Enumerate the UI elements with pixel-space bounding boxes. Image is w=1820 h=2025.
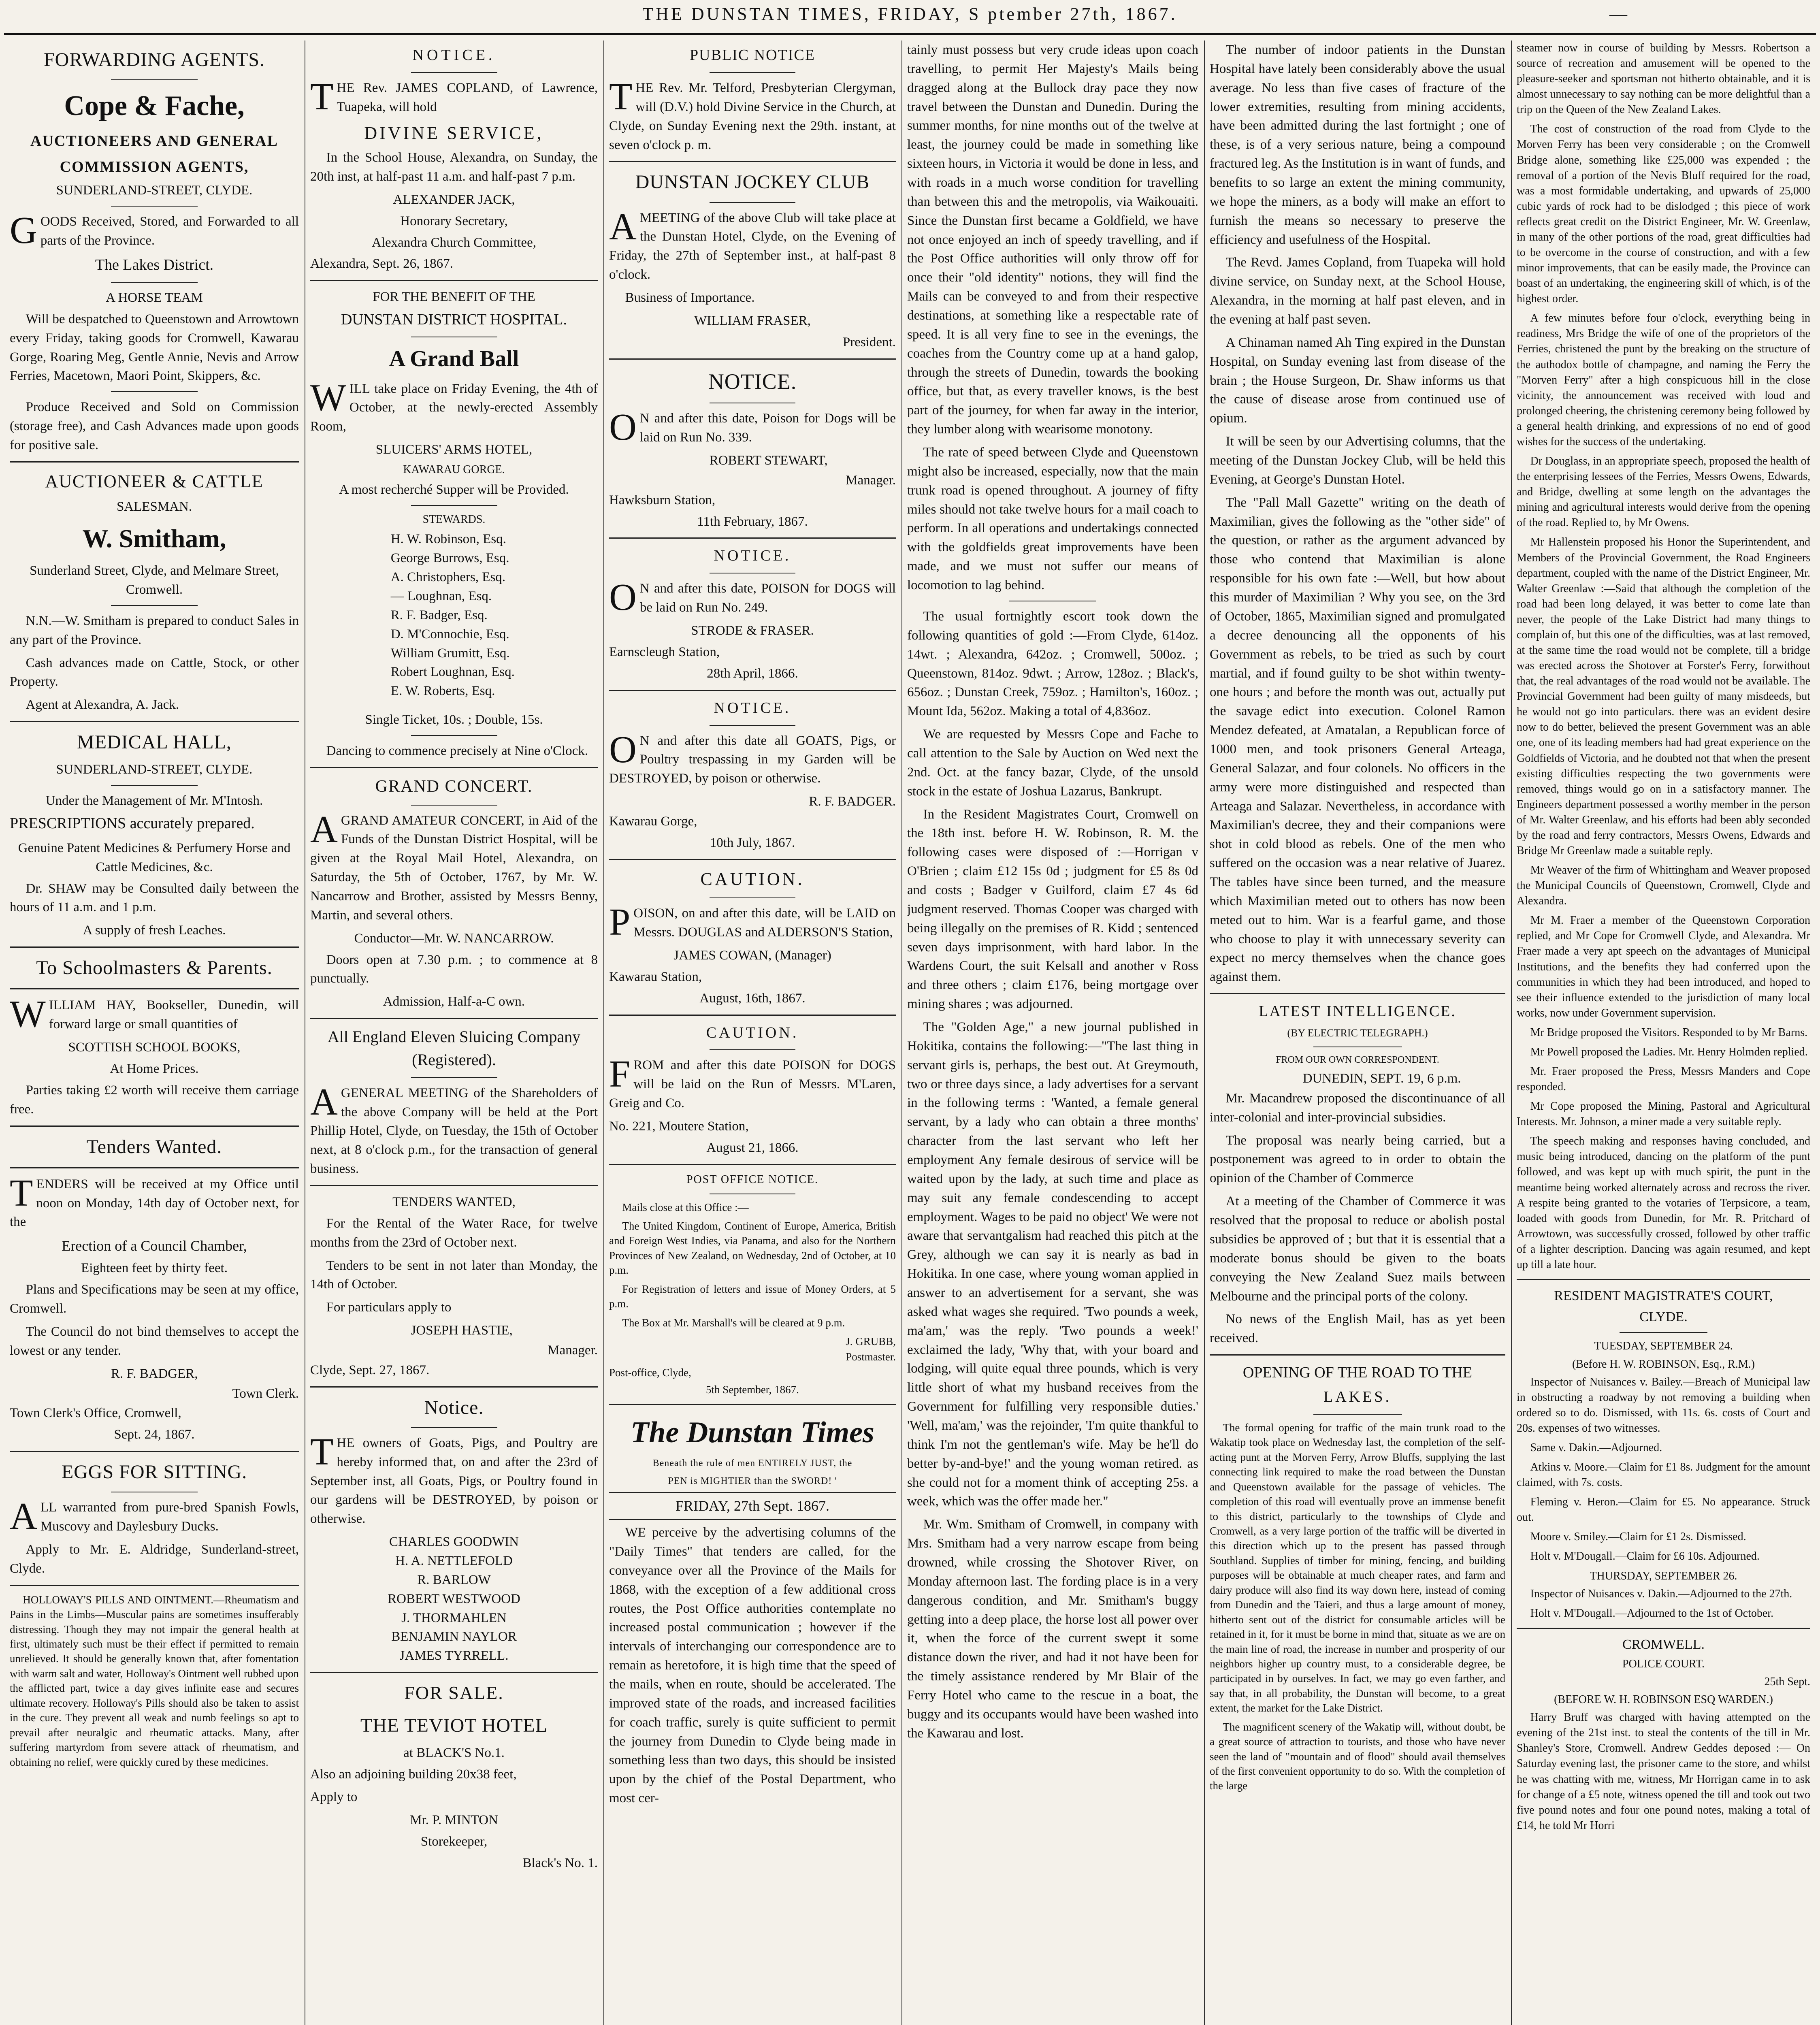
editorial-text: WE perceive by the advertising columns of the "Daily Times" that tenders are called, for the conveyance over all the Province of the Mails for 1868, with the exception of a few additional cross routes, the Post Office authorities contemplate no increased postal communication ; however if the intervals of interchanging our correspondence are to remain as heretofore, it is high time that the speed of the mails, when en route, should be accelerated. The improved state of the roads, and increased facilities for coach traffic, surely is quite sufficient to permit the journey from Dunedin to Clyde being made in something less than two days, this should be insisted upon by the chief of the Postal Department, who most cer- <box>609 1525 896 1806</box>
divider <box>1620 1332 1708 1333</box>
article-paragraph: In the Resident Magistrates Court, Cromwell on the 18th inst. before H. W. Robinson, R. M. the following cases were disposed of :—Horrigan v O'Brien ; claim £12 15s 0d ; judgment for £5 8s 0d and costs ; Badger v Guilford, claim £7 4s 6d judgment reserved. Thomas Cooper was charged with being illegally on the premises of R. Kidd ; sentenced seven days imprisonment, with hard labor. In the Wardens Court, the suit Kelsall and another v Ross and three others ; claim £176, being mortgage over mining shares ; was adjourned. <box>907 807 1198 1012</box>
divine-service-line: DIVINE SERVICE, <box>364 123 544 143</box>
article-paragraph: Mr. Fraer proposed the Press, Messrs Manders and Cope responded. <box>1517 1065 1810 1094</box>
kawarau-station-line: Kawarau Station, <box>609 969 702 984</box>
divider <box>111 206 198 207</box>
article-paragraph: The "Golden Age," a new journal published in Hokitika, contains the following:—"The last thing in servant girls is, perhaps, the best out. At Greymouth, two or three days since, a lady advertises for a servant in the following terms : 'Wanted, a female general servant, by a lady who can obtain a three months' character from the last servant who left her employment Any female desirous of service will be waited upon by the lady, at such time and place as may suit any female condescending to accept employment. Wages to be paid no object' We were not aware that servantgalism had reached this pitch at the Grey, although we can say it is nearly as bad in Hokitika. In one case, where young woman applied in answer to an advertisement for a servant, she was asked what wages she required. 'Two pounds a week, ma'am,' was the reply. 'Two pounds a week!' exclaimed the lady, 'Why that, with your board and lodging, will quite equal three pounds, which is very little short of what my husband receives from the Government for fulfilling very responsible duties.' 'Well, ma'am,' was the rejoinder, 'I'm quite thankful to think I'm not the gentleman's wife. May be he'll do better by-and-bye!' and the young woman retired. as she could not for a moment think of accepting 25s. a week, which was the offer made her." <box>907 1019 1198 1509</box>
mails-close-line: Mails close at this Office :— <box>622 1201 749 1213</box>
horse-team-heading: A HORSE TEAM <box>106 290 203 305</box>
divider <box>411 1077 497 1078</box>
goats-signatory: R. BARLOW <box>417 1572 491 1587</box>
article-paragraph: The Revd. James Copland, from Tuapeka will hold divine service, on Sunday next, at the School House, Alexandra, in the morning at half past eleven, and in the evening at half past seven. <box>1210 255 1505 327</box>
lakes-district-heading: The Lakes District. <box>95 256 214 274</box>
tenders-date: Clyde, Sept. 27, 1867. <box>310 1362 430 1377</box>
tenders-wanted-heading-2: TENDERS WANTED, <box>392 1194 516 1209</box>
article-paragraph: A Chinaman named Ah Ting expired in the Dunstan Hospital, on Sunday evening last from disease of the brain ; the House Surgeon, Dr. Shaw informs us that the cause of disease arose from continued use of opium. <box>1210 335 1505 426</box>
blacks-line: at BLACK'S No.1. <box>403 1745 505 1760</box>
church-committee: Alexandra Church Committee, <box>372 235 536 250</box>
goats-signatory: H. A. NETTLEFOLD <box>395 1554 513 1569</box>
newspaper-motto-1: Beneath the rule of men ENTIRELY JUST, the <box>652 1458 852 1469</box>
goats-notice-heading: Notice. <box>424 1396 484 1418</box>
divider <box>609 859 896 860</box>
steward-name: H. W. Robinson, Esq. <box>390 532 506 547</box>
electric-telegraph-line: (BY ELECTRIC TELEGRAPH.) <box>1287 1027 1428 1039</box>
alexander-jack-signature: ALEXANDER JACK, <box>393 192 515 207</box>
divider <box>411 72 497 73</box>
police-court-before: (BEFORE W. H. ROBINSON ESQ WARDEN.) <box>1554 1693 1773 1706</box>
article-paragraph: At a meeting of the Chamber of Commerce it was resolved that the proposal to reduce or abolish postal subsidies be approved of ; but that it is essential that a moderate bonus should be given to the boats conveying the New Zealand Suez mails between Melbourne and the principal ports of the colony. <box>1210 1194 1505 1304</box>
caution-2-date: August 21, 1866. <box>706 1140 799 1155</box>
jockey-club-text: AMEETING of the above Club will take place at the Dunstan Hotel, Clyde, on the Evening of Friday, the 27th of September inst., at half-past 8 o'clock. <box>609 205 896 282</box>
earnscleugh-line: Earnscleugh Station, <box>609 644 720 659</box>
notice-heading: NOTICE. <box>412 47 496 64</box>
steward-name: William Grumitt, Esq. <box>390 646 510 661</box>
eggs-heading: EGGS FOR SITTING. <box>61 1461 247 1483</box>
goats-signatory: ROBERT WESTWOOD <box>388 1591 520 1606</box>
steward-name: R. F. Badger, Esq. <box>390 608 488 622</box>
admission-line: Admission, Half-a-C own. <box>383 994 525 1009</box>
article-paragraph: Mr Weaver of the firm of Whittingham and Weaver proposed the Municipal Councils of Queenstown, Cromwell, Clyde and Alexandra. <box>1517 864 1810 908</box>
grubb-signature: J. GRUBB, <box>846 1335 896 1348</box>
court-case: Moore v. Smiley.—Claim for £1 2s. Dismissed. <box>1530 1530 1746 1543</box>
road-opening-heading-2: LAKES. <box>1323 1388 1392 1406</box>
sluicers-arms-line: SLUICERS' ARMS HOTEL, <box>375 442 533 457</box>
steward-name: — Loughnan, Esq. <box>390 589 492 603</box>
divider <box>609 1164 896 1165</box>
divider <box>111 79 198 80</box>
article-paragraph: Mr. Macandrew proposed the discontinuance of all inter-colonial and inter-provincial subsidies. <box>1210 1091 1505 1125</box>
registration-text: For Registration of letters and issue of Money Orders, at 5 p.m. <box>609 1283 896 1310</box>
court-case: Inspector of Nuisances v. Dakin.—Adjourned to the 27th. <box>1530 1587 1792 1600</box>
adjoining-building-line: Also an adjoining building 20x38 feet, <box>310 1767 517 1782</box>
notice-b-text: ON and after this date, POISON for DOGS will be laid on Run No. 249. <box>609 576 896 619</box>
caution-2-text: FROM and after this date POISON for DOGS will be laid on the Run of Messrs. M'Laren, Greig and Co. <box>609 1053 896 1111</box>
divider <box>609 1015 896 1016</box>
divider <box>10 946 299 948</box>
medical-hall-management: Under the Management of Mr. M'Intosh. <box>45 793 263 808</box>
notice-b-heading: NOTICE. <box>714 547 791 565</box>
copland-notice-text: THE Rev. JAMES COPLAND, of Lawrence, Tuapeka, will hold <box>310 75 598 118</box>
steward-name: E. W. Roberts, Esq. <box>390 684 495 699</box>
leeches-line: A supply of fresh Leaches. <box>83 923 226 938</box>
storekeeper-line: Storekeeper, <box>420 1834 488 1849</box>
water-race-text: For the Rental of the Water Race, for twelve months from the 23rd of October next. <box>310 1216 598 1250</box>
patent-medicines-line: Genuine Patent Medicines & Perfumery Horse and Cattle Medicines, &c. <box>18 840 291 874</box>
divider <box>10 1125 299 1127</box>
article-paragraph: Mr M. Fraer a member of the Queenstown Corporation replied, and Mr Cope for Cromwell Clyde, and Alexandra. Mr Fraer made a very apt speech on the advantages of Municipal Institutions, and the benefits they had conferred upon the communities in which they had been introduced, and hoped to see their influence extended to the jurisdiction of many local works, now under Government supervision. <box>1517 914 1810 1019</box>
kawarau-line: Kawarau Gorge, <box>609 814 697 829</box>
notice-b-date: 28th April, 1866. <box>707 666 798 681</box>
dr-shaw-line: Dr. SHAW may be Consulted daily between the hours of 11 a.m. and 1 p.m. <box>10 881 299 915</box>
notice-c-text: ON and after this date all GOATS, Pigs, or Poultry trespassing in my Garden will be DESTROYED, by poison or otherwise. <box>609 728 896 786</box>
divider <box>10 988 299 989</box>
goats-signatory: J. THORMAHLEN <box>401 1610 507 1625</box>
notice-c-heading: NOTICE. <box>714 699 791 716</box>
tenders-wanted-heading: Tenders Wanted. <box>86 1136 222 1157</box>
smitham-cash: Cash advances made on Cattle, Stock, or other Property. <box>10 655 299 689</box>
auctioneer-heading: AUCTIONEER & CATTLE <box>45 471 264 491</box>
article-paragraph: Dr Douglass, in an appropriate speech, proposed the health of the enterprising lessees of the Ferries, Messrs Owens, Edwards, and Bridge, dwelling at some length on the advantages the mining and agricultural interests would derive from the opening of the road. Replied to, by Mr Owens. <box>1517 455 1810 529</box>
cope-fache-title: Cope & Fache, <box>64 90 245 122</box>
court-date: TUESDAY, SEPTEMBER 24. <box>1594 1340 1733 1353</box>
article-paragraph: steamer now in course of building by Messrs. Robertson a source of recreation and amusement will be opened to the pleasure-seeker and sportsman not hitherto obtainable, and it is almost unnecessary to say nothing can be more delightful than a trip on the Queen of the New Zealand Lakes. <box>1517 42 1810 116</box>
article-paragraph: It will be seen by our Advertising columns, that the meeting of the Dunstan Jockey Club, will be held this Evening, at George's Dunstan Hotel. <box>1210 434 1505 487</box>
goats-signatory: JAMES TYRRELL. <box>399 1648 509 1663</box>
newspaper-motto-2: PEN is MIGHTIER than the SWORD! ' <box>668 1475 837 1486</box>
fraser-signature: WILLIAM FRASER, <box>694 313 811 328</box>
cope-fache-sub2: COMMISSION AGENTS, <box>60 158 249 175</box>
notice-a-date: 11th February, 1867. <box>697 514 808 529</box>
divine-service-time: In the School House, Alexandra, on Sunday, the 20th inst, at half-past 11 a.m. and half-past 7 p.m. <box>310 150 598 184</box>
divider <box>1313 1414 1402 1415</box>
column-5 <box>1204 40 1511 2025</box>
minton-signature: Mr. P. MINTON <box>410 1813 498 1828</box>
masthead-title: THE DUNSTAN TIMES, FRIDAY, S ptember 27th, 1867. <box>642 4 1178 24</box>
jockey-club-heading: DUNSTAN JOCKEY CLUB <box>635 171 870 193</box>
caution-heading: CAUTION. <box>700 869 805 889</box>
top-rule <box>4 33 1816 35</box>
divider <box>10 1451 299 1452</box>
steward-name: A. Christophers, Esq. <box>390 570 506 585</box>
strode-fraser-signature: STRODE & FRASER. <box>691 623 814 638</box>
post-office-date: 5th September, 1867. <box>706 1383 799 1396</box>
divider <box>10 1585 299 1586</box>
article-paragraph: Mr Cope proposed the Mining, Pastoral and Agricultural Interests. Mr. Johnson, a miner made a very suitable reply. <box>1517 1100 1810 1128</box>
divider <box>1517 1279 1810 1280</box>
notice-c-date: 10th July, 1867. <box>710 835 795 850</box>
plans-line: Plans and Specifications may be seen at my office, Cromwell. <box>10 1282 299 1316</box>
business-line: Business of Importance. <box>625 290 755 305</box>
notice-date: Alexandra, Sept. 26, 1867. <box>310 256 453 271</box>
apply-to-line: Apply to <box>310 1790 358 1805</box>
tenders-sent-line: Tenders to be sent in not later than Monday, the 14th of October. <box>310 1258 598 1292</box>
produce-text: Produce Received and Sold on Commission (storage free), and Cash Advances made upon goods for positive sale. <box>10 400 299 452</box>
stewards-heading: STEWARDS. <box>422 513 486 526</box>
council-bind-line: The Council do not bind themselves to accept the lowest or any tender. <box>10 1324 299 1358</box>
divider <box>710 202 795 203</box>
court-case: Atkins v. Moore.—Claim for £1 8s. Judgment for the amount claimed, with 7s. costs. <box>1517 1461 1810 1489</box>
town-clerk-office: Town Clerk's Office, Cromwell, <box>10 1406 181 1421</box>
forwarding-agents-heading: FORWARDING AGENTS. <box>43 49 265 70</box>
smitham-address: Sunderland Street, Clyde, and Melmare Street, Cromwell. <box>30 563 279 597</box>
divider <box>10 721 299 722</box>
rm-court-heading: RESIDENT MAGISTRATE'S COURT, <box>1554 1288 1773 1304</box>
article-paragraph: The magnificent scenery of the Wakatip will, without doubt, be a great source of attraction to tourists, and those who have never seen the land of "mountain and of flood" should avail themselves of the first convenient opportunity to do so. With the completion of the large <box>1210 1720 1505 1792</box>
benefit-line: FOR THE BENEFIT OF THE <box>373 290 535 305</box>
ticket-prices: Single Ticket, 10s. ; Double, 15s. <box>365 712 543 727</box>
police-court-heading: POLICE COURT. <box>1622 1657 1705 1670</box>
divider <box>310 280 598 281</box>
grand-concert-heading: GRAND CONCERT. <box>375 777 533 796</box>
post-office-heading: POST OFFICE NOTICE. <box>686 1173 819 1186</box>
moutere-line: No. 221, Moutere Station, <box>609 1119 749 1134</box>
correspondent-line: FROM OUR OWN CORRESPONDENT. <box>1276 1054 1439 1065</box>
post-office-place: Post-office, Clyde, <box>609 1366 691 1379</box>
article-paragraph: Mr Bridge proposed the Visitors. Responded to by Mr Barns. <box>1530 1026 1808 1039</box>
all-england-text: AGENERAL MEETING of the Shareholders of the above Company will be held at the Port Phillip Hotel, Clyde, on Tuesday, the 15th of October next, at 8 o'clock p.m., for the transaction of general business. <box>310 1081 598 1177</box>
goats-signatory: CHARLES GOODWIN <box>389 1535 519 1550</box>
article-paragraph: The "Pall Mall Gazette" writing on the death of Maximilian, gives the following as the "other side" of the question, or rather as the argument advanced by those who contend that Maximilian is alone responsible for his own fate :—Well, but how about this murder of Maximilian ? Why you see, on the 3rd of October, 1865, Maximilian signed and promulgated a decree denouncing all the opponents of his Government as rebels, to be tried as such by court martial, and if found guilty to be shot within twenty-one hours ; and before the month was out, actually put the savage edict into execution. Colonel Ramon Mendez defeated, at Amatalan, a Republican force of 1000 men, and took prisoners General Arteaga, General Salazar, and four colonels. No officers in the army were more distinguished and respected than Arteaga and Salazar. Nevertheless, in accordance with Maximilian's decree, they and their companions were shot in cold blood as rebels. One of the men who suffered on the occasion was a near relative of Juarez. The tables have since been turned, and the measure which Maximilian meted out to others has now been meted out to him. War is a fearful game, and those who choose to play it with unnecessary severity can expect no mercy themselves when the chance goes against them. <box>1210 495 1505 985</box>
smitham-name: W. Smitham, <box>82 524 226 553</box>
divider <box>609 690 896 691</box>
carriage-free-line: Parties taking £2 worth will receive them carriage free. <box>10 1083 299 1117</box>
divider <box>411 505 497 506</box>
council-chamber-size: Eighteen feet by thirty feet. <box>81 1261 228 1276</box>
divider <box>411 805 497 806</box>
column-4 <box>901 40 1204 2025</box>
notice-a-heading: NOTICE. <box>708 369 797 394</box>
editorial-date: FRIDAY, 27th Sept. 1867. <box>609 1492 896 1520</box>
all-england-heading: All England Eleven Sluicing Company (Registered). <box>327 1027 581 1069</box>
grand-concert-text: AGRAND AMATEUR CONCERT, in Aid of the Funds of the Dunstan District Hospital, will be given at the Royal Mail Hotel, Alexandra, on Saturday, the 5th of October, 1767, by Mr. W. Nancarrow and Brother, assisted by Messrs Benny, Martin, and several others. <box>310 808 598 923</box>
divider <box>111 391 198 392</box>
auctioneer-sub: SALESMAN. <box>116 499 192 514</box>
medical-hall-address: SUNDERLAND-STREET, CLYDE. <box>56 762 253 777</box>
goats-signatory: BENJAMIN NAYLOR <box>391 1629 517 1644</box>
grand-ball-text: WILL take place on Friday Evening, the 4th of October, at the newly-erected Assembly Room, <box>310 376 598 434</box>
article-paragraph: The proposal was nearly being carried, but a postponement was agreed to in order to obtain the opinion of the Chamber of Commerce <box>1210 1133 1505 1186</box>
telford-notice-text: THE Rev. Mr. Telford, Presbyterian Clergyman, will (D.V.) hold Divine Service in the Church, at Clyde, on Sunday Evening next the 29th. instant, at seven o'clock p. m. <box>609 75 896 152</box>
conductor-line: Conductor—Mr. W. NANCARROW. <box>354 931 554 946</box>
divider <box>710 725 795 726</box>
steward-name: George Burrows, Esq. <box>390 551 509 566</box>
article-paragraph: The rate of speed between Clyde and Queenstown might also be increased, especially, now that the main trunk road is opened throughout. A journey of fifty miles should not take twelve hours for a mail coach to perform. In all operations and undertakings connected with the goldfields great improvements have been made, and we must not suffer our means of locomotion to lag behind. <box>907 445 1198 593</box>
divider <box>310 1672 598 1673</box>
council-chamber-line: Erection of a Council Chamber, <box>62 1238 247 1254</box>
manager-line: Manager. <box>548 1343 598 1358</box>
column-1 <box>4 40 305 2025</box>
article-paragraph: Mr. Wm. Smitham of Cromwell, in company with Mrs. Smitham had a very narrow escape from being drowned, while crossing the Shotover River, on Monday afternoon last. The fording place is in a very dangerous condition, and Mr. Smitham's buggy getting into a deep place, the horse lost all power over it, when the force of the current swept it some distance down the river, and had it not have been for the timely assistance rendered by Mr Blair of the Ferry Hotel who came to the rescue in a boat, the buggy and its occupants would have been washed into the Kawarau and lost. <box>907 1517 1198 1741</box>
caution-date: August, 16th, 1867. <box>699 991 806 1006</box>
article-paragraph: The number of indoor patients in the Dunstan Hospital have lately been considerably above the usual average. No less than five cases of fracture of the lower extremities, resulting from mining accidents, have been admitted during the last fortnight ; one of these, is of a very serious nature, being a compound fractured leg. As the Institution is in want of funds, and benefits to so large an extent the mining community, we hope the miners, as a body will make an effort to furnish the means so necessary to preserve the efficiency and usefulness of the Hospital. <box>1210 43 1505 247</box>
manager-line: Manager. <box>846 473 896 488</box>
mails-text: The United Kingdom, Continent of Europe, America, British and Foreign West Indies, via Panama, and also for the Northern Provinces of New Zealand, on Wednesday, 2nd of October, at 10 p.m. <box>609 1219 896 1277</box>
prescriptions-line: PRESCRIPTIONS accurately prepared. <box>10 814 255 832</box>
article-paragraph: No news of the English Mail, has as yet been received. <box>1210 1312 1505 1346</box>
rm-court-heading-2: CLYDE. <box>1639 1309 1688 1325</box>
article-paragraph: A few minutes before four o'clock, everything being in readiness, Mrs Bridge the wife of one of the proprietors of the Ferries, christened the punt by the breaking on the structure of the authodox bottle of champagne, and naming the Ferry the "Morven Ferry" after a high conspicuous hill in the close vicinity, the announcement was received with loud and prolonged cheering, the christening ceremony being followed by a general health drinking, and expressions of no end of good wishes for the success of the undertaking. <box>1517 312 1810 448</box>
newspaper-title: The Dunstan Times <box>631 1415 874 1449</box>
caution-2-heading: CAUTION. <box>706 1024 799 1041</box>
stewart-signature: ROBERT STEWART, <box>709 453 828 468</box>
divider <box>111 785 198 786</box>
column-6 <box>1511 40 1816 2025</box>
cope-fache-address: SUNDERLAND-STREET, CLYDE. <box>56 183 253 198</box>
goats-notice-text: THE owners of Goats, Pigs, and Poultry are hereby informed that, on and after the 23rd of September inst, all Goats, Pigs, or Poultry found in our gardens will be DESTROYED, by poison or otherwise. <box>310 1430 598 1526</box>
horse-team-text: Will be despatched to Queenstown and Arrowtown every Friday, taking goods for Cromwell, Kawarau Gorge, Roaring Meg, Gentle Annie, Nevis and Arrow Ferries, Macetown, Maori Point, Skippers, &c. <box>10 311 299 384</box>
cromwell-heading: CROMWELL. <box>1622 1637 1705 1652</box>
divider <box>609 161 896 162</box>
divider <box>609 1404 896 1405</box>
hastie-signature: JOSEPH HASTIE, <box>411 1323 513 1338</box>
divider <box>310 1386 598 1388</box>
court-case: Fleming v. Heron.—Claim for £5. No appearance. Struck out. <box>1517 1496 1810 1524</box>
divider <box>310 1018 598 1019</box>
divider <box>1210 1354 1505 1356</box>
hawksburn-line: Hawksburn Station, <box>609 492 716 507</box>
article-paragraph: The speech making and responses having concluded, and music being introduced, dancing on the platform of the punt followed, and was kept up with much spirit, the punt in the meantime being worked alternately across and recross the river. A respite being granted to the votaries of Terpsicore, a team, loaded with goods from Dunedin, for Mr. R. Pritchard of Arrowtown, was successfully crossed, followed by other traffic of a lighter description. Dancing was again resumed, and kept up till a late hour. <box>1517 1135 1810 1271</box>
smitham-note: N.N.—W. Smitham is prepared to conduct Sales in any part of the Province. <box>10 613 299 647</box>
latest-intelligence-heading: LATEST INTELLIGENCE. <box>1259 1003 1456 1020</box>
schoolmasters-heading: To Schoolmasters & Parents. <box>36 957 273 979</box>
article-paragraph: Mr Powell proposed the Ladies. Mr. Henry Holmden replied. <box>1530 1045 1808 1058</box>
teviot-hotel-line: THE TEVIOT HOTEL <box>360 1714 548 1736</box>
divider <box>111 282 198 283</box>
particulars-line: For particulars apply to <box>326 1300 452 1315</box>
medical-hall-heading: MEDICAL HALL, <box>77 731 232 753</box>
home-prices-line: At Home Prices. <box>110 1061 199 1076</box>
police-court-date: 25th Sept. <box>1764 1675 1810 1688</box>
divider <box>710 1049 795 1050</box>
court-case: Holt v. M'Dougall.—Claim for £6 10s. Adjourned. <box>1530 1550 1760 1563</box>
box-text: The Box at Mr. Marshall's will be cleared at 9 p.m. <box>622 1316 845 1329</box>
badger-signature-2: R. F. BADGER. <box>809 794 896 809</box>
steward-name: D. M'Connochie, Esq. <box>390 627 509 642</box>
dancing-line: Dancing to commence precisely at Nine o'Clock. <box>326 744 588 759</box>
eggs-text: ALL warranted from pure-bred Spanish Fowls, Muscovy and Daylesbury Ducks. <box>10 1495 299 1538</box>
article-paragraph: Mr Hallenstein proposed his Honor the Superintendent, and Members of the Provincial Government, the Road Engineers department, coupled with the name of the District Engineer, Mr. Walter Greenlaw :—Said that although the completion of the road had been long delayed, it was better to come late than never, the people of the Lake District had many things to complain of, but this one of the difficulties, was at last removed, at the same time the road would not be complete, till a bridge was erected across the Shotover at Forster's Ferry, forwithout that, the real advantages of the road would not be available. The Provincial Government had been guilty of many misdeeds, but he would not go into particulars. there was an evident desire now to do better, believed the present Government was an able one, one of its leading members had had great experience on the Goldfields of Victoria, and he doubted not that when the present existing difficulties respecting the two governments were removed, things would go on in a satisfactory manner. The Engineers department possessed a worthy member in the person of Mr. Walter Greenlaw, and his efforts had been ably seconded by the road and ferry contractors, Messrs Owens, Edwards and Bridge Mr Greenlaw made a suitable reply. <box>1517 536 1810 857</box>
hospital-line: DUNSTAN DISTRICT HOSPITAL. <box>341 311 567 328</box>
for-sale-heading: FOR SALE. <box>404 1682 504 1703</box>
supper-line: A most recherché Supper will be Provided. <box>339 482 569 497</box>
article-paragraph: The usual fortnightly escort took down the following quantities of gold :—From Clyde, 614oz. 14wt. ; Alexandra, 642oz. ; Cromwell, 500oz. ; Queenstown, 814oz. 9dwt. ; Arrow, 128oz. ; Black's, 656oz. ; Dunstan Creek, 759oz. ; Hamilton's, 160oz. ; Mount Ida, 562oz. Making a total of 4,836oz. <box>907 609 1198 719</box>
masthead <box>0 0 1820 28</box>
court-date: THURSDAY, SEPTEMBER 26. <box>1590 1569 1737 1582</box>
public-notice-heading: PUBLIC NOTICE <box>690 47 815 64</box>
court-case: Inspector of Nuisances v. Bailey.—Breach of Municipal law in obstructing a roadway by not removing a building when ordered so to do. Dismissed, with 11s. 6s. costs of Court and 20s. expenses of two witnesses. <box>1517 1375 1810 1435</box>
steward-name: Robert Loughnan, Esq. <box>390 665 515 680</box>
postmaster-line: Postmaster. <box>846 1351 896 1363</box>
divider <box>411 1427 497 1428</box>
court-case: Same v. Dakin.—Adjourned. <box>1530 1441 1662 1454</box>
william-hay-text: WILLIAM HAY, Bookseller, Dunedin, will forward large or small quantities of <box>10 993 299 1036</box>
article-paragraph: tainly must possess but very crude ideas upon coach travelling, to permit Her Majesty's Mails being dragged along at the Bullock dray pace they now travel between the Dunstan and Dunedin. During the summer months, for nine months out of the twelve at least, the journey could be made in something like sixteen hours, in Victoria it would be done in less, and with roads in a much worse condition for travelling than between this and the metropolis, via Waikouaiti. Since the Dunstan first became a Goldfield, we have not once enjoyed an inch of speedy travelling, and if the Post Office authorities will only throw off for once their "old identity" notions, they will find the Mails can be conveyed to and from their respective destinations, at something like a respectable rate of speed. It is all very fine to see in the evenings, the coaches from the Country come up at a hand galop, through the streets of Dunedin, towards the booking office, but that, as every traveller knows, is the best part of the journey, for when far away in the interior, they lumber along with wearisome monotony. <box>907 43 1198 437</box>
dunedin-dateline: DUNEDIN, SEPT. 19, 6 p.m. <box>1302 1071 1461 1086</box>
kawarau-gorge-line: KAWARAU GORGE. <box>403 463 505 476</box>
column-2 <box>305 40 603 2025</box>
divider <box>710 72 795 73</box>
cope-fache-sub1: AUCTIONEERS AND GENERAL <box>30 132 278 149</box>
holloway-advert: HOLLOWAY'S PILLS AND OINTMENT.—Rheumatism and Pains in the Limbs—Muscular pains are sometimes insufferably distressing. Though they may not impair the general health at first, ultimately such must be their effect if permitted to remain unrelieved. It should be generally known that, after fomentation with warm salt and water, Holloway's Ointment well rubbed upon the afflicted part, twice a day gives infinite ease and secures ultimate recovery. Holloway's Pills should also be taken to assist in the cure. They prevent all weak and numb feelings so apt to prevail after neuralgic and rheumatic attacks. Many, after suffering martyrdom from severe attack of rheumatism, and obtaining no relief, were quickly cured by these medicines. <box>10 1593 299 1768</box>
court-case: Holt v. M'Dougall.—Adjourned to the 1st of October. <box>1530 1607 1774 1620</box>
article-paragraph: We are requested by Messrs Cope and Fache to call attention to the Sale by Auction on Wed next the 2nd. Oct. at the fancy bazar, Clyde, of the unsold stock in the estate of Joshua Lazarus, Bankrupt. <box>907 727 1198 799</box>
goods-received-text: GOODS Received, Stored, and Forwarded to all parts of the Province. <box>10 209 299 252</box>
town-clerk-date: Sept. 24, 1867. <box>114 1427 195 1442</box>
tenders-text: TENDERS will be received at my Office until noon on Monday, 14th day of October next, for the <box>10 1172 299 1230</box>
column-3 <box>603 40 901 2025</box>
divider <box>1517 1628 1810 1629</box>
court-before: (Before H. W. ROBINSON, Esq., R.M.) <box>1572 1358 1755 1371</box>
notice-a-text: ON and after this date, Poison for Dogs will be laid on Run No. 339. <box>609 406 896 449</box>
town-clerk-line: Town Clerk. <box>232 1386 299 1401</box>
grand-ball-heading: A Grand Ball <box>389 346 519 372</box>
badger-signature: R. F. BADGER, <box>111 1366 198 1381</box>
divider <box>10 461 299 463</box>
smitham-agent: Agent at Alexandra, A. Jack. <box>26 697 179 712</box>
blacks-no1-line: Black's No. 1. <box>522 1855 598 1870</box>
article-paragraph: The formal opening for traffic of the main trunk road to the Wakatip took place on Wednesday last, the completion of the self-acting punt at the Morven Ferry, Arrow Bluffs, supplying the last connecting link required to make the road between the Dunstan and Queenstown available for the passage of vehicles. The completion of this road will eventually prove an immense benefit to this district, particularly to the townships of Clyde and Cromwell, as a very large portion of the traffic will be diverted in this direction which up to the present has passed through Southland. Supplies of timber for mining, fencing, and building purposes will be obtainable at much cheaper rates, and farm and dairy produce will also find its way down here, instead of coming from Dunedin and the Taieri, and thus a large amount of money, hitherto sent out of the district for consumable articles will be retained in it, for it must be borne in mind that, situate as we are on the main line of road, the increase in number and prosperity of our neighbors higher up country must, to a considerable degree, be participated in by ourselves. In fact, we may go even farther, and say that, in all probability, the Dunstan will become, to a great extent, the market for the Lake District. <box>1210 1421 1505 1714</box>
police-court-text: Harry Bruff was charged with having attempted on the evening of the 21st inst. to steal the contents of the till in Mr. Shanley's Store, Cromwell. Andrew Geddes deposed :— On Saturday evening last, the prisoner came to the store, and whilst he was chatting with me, witness, Mr Horrigan came in to ask for change of a £5 note, witness opened the till and took out two five pound notes and four one pound notes, making a total of £14, he told Mr Horri <box>1517 1711 1810 1832</box>
masthead-dash: — <box>1609 4 1630 24</box>
divider <box>609 358 896 360</box>
divider <box>10 1167 299 1168</box>
divider <box>1210 993 1505 994</box>
divider <box>710 897 795 898</box>
divider <box>310 1185 598 1186</box>
doors-open-line: Doors open at 7.30 p.m. ; to commence at 8 punctually. <box>310 952 598 986</box>
divider <box>609 537 896 539</box>
eggs-apply: Apply to Mr. E. Aldridge, Sunderland-street, Clyde. <box>10 1542 299 1576</box>
president-line: President. <box>842 335 896 350</box>
divider <box>411 735 497 736</box>
divider <box>111 605 198 606</box>
article-paragraph: The cost of construction of the road from Clyde to the Morven Ferry has been very considerable ; on the Cromwell Bridge alone, something like £25,000 was expended ; the removal of a portion of the Nevis Bluff required for the road, was a most formidable undertaking, and upwards of 25,000 cubic yards of rock had to be dislodged ; this piece of work reflects great credit on the District Engineer, Mr. W. Greenlaw, in many of the other portions of the road, great difficulties had to be overcome in the course of construction, and with a few minor improvements, that can be easily made, the Province can boast of an undertaking, the engineering skill of which, is of the highest order. <box>1517 123 1810 305</box>
cowan-signature: JAMES COWAN, (Manager) <box>673 948 831 963</box>
divider <box>310 767 598 768</box>
honorary-secretary: Honorary Secretary, <box>400 213 508 228</box>
school-books-line: SCOTTISH SCHOOL BOOKS, <box>68 1040 241 1055</box>
road-opening-heading: OPENING OF THE ROAD TO THE <box>1242 1364 1473 1381</box>
caution-text: POISON, on and after this date, will be LAID on Messrs. DOUGLAS and ALDERSON'S Station, <box>609 901 896 944</box>
